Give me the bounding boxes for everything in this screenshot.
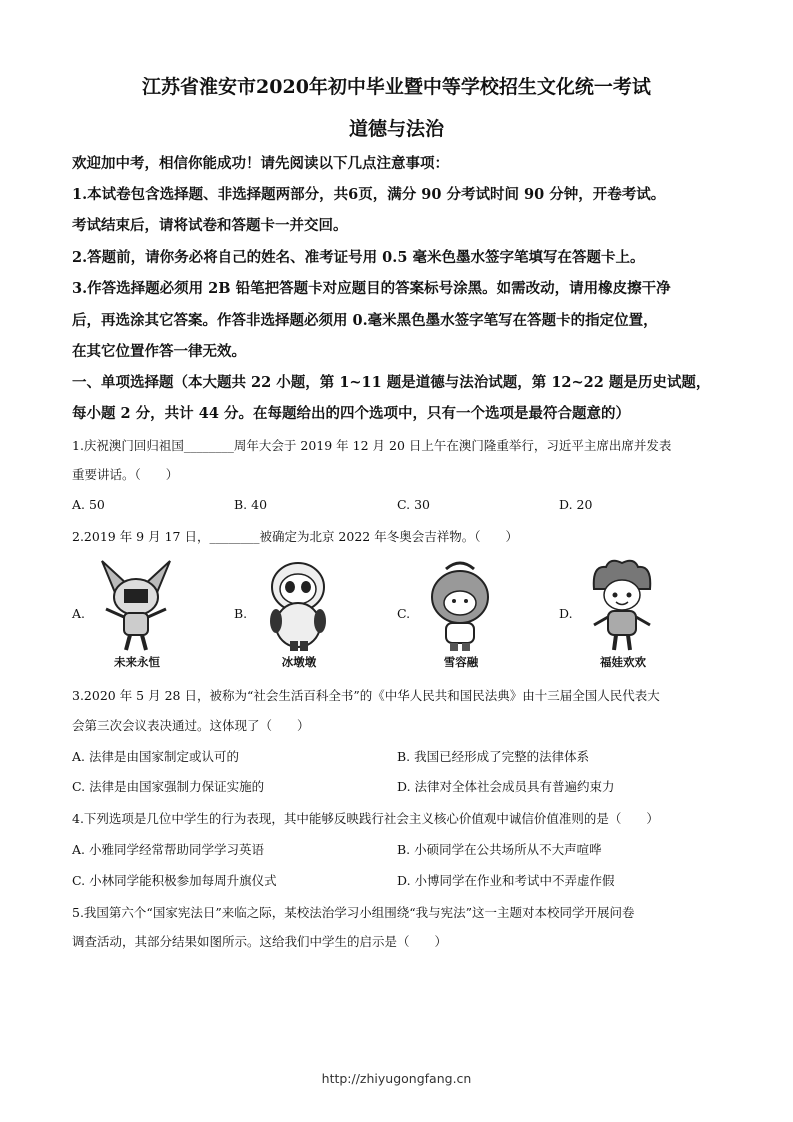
question-4-stem: 4.下列选项是几位中学生的行为表现，其中能够反映践行社会主义核心价值观中诚信价值准则的是（ ） [72,811,659,826]
q4-option-b: B. 小硕同学在公共场所从不大声喧哗 [397,842,602,857]
exam-title: 江苏省淮安市2020年初中毕业暨中等学校招生文化统一考试 [142,76,651,98]
notice-intro: 欢迎加中考，相信你能成功！请先阅读以下几点注意事项： [72,155,449,172]
mascot-a-caption: 未来永恒 [114,655,160,669]
q2-option-b: B. [234,606,248,621]
q4-option-d: D. 小博同学在作业和考试中不弄虚作假 [397,873,615,888]
question-2-stem: 2.2019 年 9 月 17 日，________被确定为北京 2022 年冬奥会吉祥物。（ ） [72,529,518,544]
section-heading: 一、单项选择题（本大题共 22 小题，第 1~11 题是道德与法治试题，第 12~22 题是历史试题， [72,374,711,391]
question-1-stem: 重要讲话。（ ） [72,467,179,482]
mascot-c-caption: 雪容融 [443,655,479,669]
question-5-stem: 调查活动，其部分结果如图所示。这给我们中学生的启示是（ ） [72,934,448,949]
notice-line: 3.作答选择题必须用 2B 铅笔把答题卡对应题目的答案标号涂黑。如需改动，请用橡皮擦干净 [72,280,671,297]
mascot-d-image [580,555,664,655]
notice-line: 考试结束后，请将试卷和答题卡一并交回。 [72,217,348,234]
q1-option-d: D. 20 [559,497,593,512]
mascot-b-caption: 冰墩墩 [281,655,317,669]
q3-option-c: C. 法律是由国家强制力保证实施的 [72,779,265,794]
notice-line: 2.答题前，请你务必将自己的姓名、准考证号用 0.5 毫米色墨水签字笔填写在答题卡上。 [72,249,645,266]
exam-subject: 道德与法治 [348,118,444,140]
notice-line: 在其它位置作答一律无效。 [72,343,246,360]
q1-option-a: A. 50 [72,497,105,512]
footer-url[interactable]: http://zhiyugongfang.cn [321,1071,472,1086]
notice-line: 后，再选涂其它答案。作答非选择题必须用 0.毫米黑色墨水签字笔写在答题卡的指定位置， [72,312,658,329]
notice-line: 1.本试卷包含选择题、非选择题两部分，共6页，满分 90 分考试时间 90 分钟，开卷考试。 [72,186,666,203]
section-heading: 每小题 2 分，共计 44 分。在每题给出的四个选项中，只有一个选项是最符合题意的） [72,405,630,422]
q4-option-a: A. 小雅同学经常帮助同学学习英语 [72,842,264,857]
mascot-c-image [418,555,502,655]
q3-option-b: B. 我国已经形成了完整的法律体系 [397,749,590,764]
q2-option-c: C. [397,606,411,621]
q3-option-d: D. 法律对全体社会成员具有普遍约束力 [397,779,615,794]
q4-option-c: C. 小林同学能积极参加每周升旗仪式 [72,873,277,888]
q2-option-a: A. [72,606,86,621]
question-5-stem: 5.我国第六个“国家宪法日”来临之际，某校法治学习小组围绕“我与宪法”这一主题对本校同学开展问卷 [72,905,635,920]
question-3-stem: 3.2020 年 5 月 28 日，被称为“社会生活百科全书”的《中华人民共和国民法典》由十三届全国人民代表大 [72,688,660,703]
question-3-stem: 会第三次会议表决通过。这体现了（ ） [72,718,310,733]
mascot-a-image [94,555,178,655]
mascot-d-caption: 福娃欢欢 [600,655,646,669]
mascot-b-image [256,555,340,655]
question-1-stem: 1.庆祝澳门回归祖国________周年大会于 2019 年 12 月 20 日上午在澳门隆重举行，习近平主席出席并发表 [72,438,672,453]
q1-option-b: B. 40 [234,497,268,512]
q1-option-c: C. 30 [397,497,430,512]
q3-option-a: A. 法律是由国家制定或认可的 [72,749,239,764]
q2-option-d: D. [559,606,573,621]
